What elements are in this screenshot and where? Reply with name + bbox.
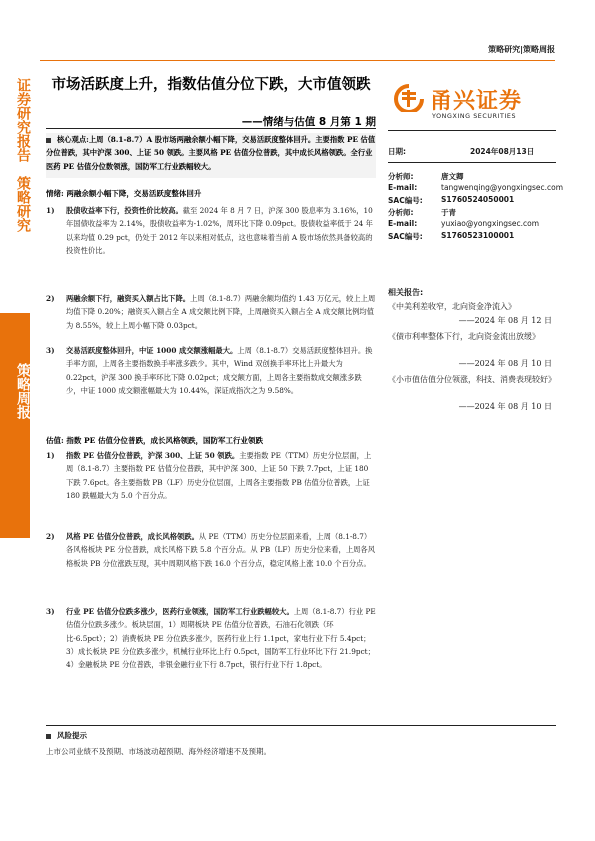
item-number: 3) <box>46 346 55 355</box>
valuation-section-title: 估值: 指数 PE 估值分位普跌，成长风格领跌，国防军工行业领跌 <box>46 436 263 445</box>
header-tag: 策略研究|策略周报 <box>488 45 555 54</box>
analyst-2-label: 分析师: <box>388 208 414 217</box>
date-divider <box>388 162 556 163</box>
analyst-1-sac-label: SAC编号: <box>388 196 423 205</box>
analyst-1-email-label: E-mail: <box>388 183 418 192</box>
item-body: 上周（8.1-8.7）交易活跃度整体回升。换手率方面，上周各主要指数换手率涨多跌少。其中，Wind 双创换手率环比上升最大为 0.22pct，沪深 300 换手率环比下降 0.02pct；成交额方面，上周各主要指数成交额涨多跌少，中证 1000 成交额涨幅最大为 10.44%，深证成指次之为 9.58%。 <box>66 346 373 395</box>
analyst-1-email[interactable]: tangwenqing@yongxingsec.com <box>441 183 564 192</box>
date-value: 2024年08月13日 <box>470 147 535 156</box>
item-heading: 交易活跃度整体回升，中证 1000 成交额涨幅最大。 <box>66 346 238 355</box>
item-number: 1) <box>46 206 55 215</box>
valuation-item-1 <box>46 449 376 517</box>
item-number: 2) <box>46 294 55 303</box>
sentiment-section-title: 情绪: 两融余额小幅下降，交易活跃度整体回升 <box>46 189 202 198</box>
sidebar-report-type-label: 证券研究报告 <box>15 78 31 162</box>
item-heading: 两融余额下行，融资买入额占比下降。 <box>66 294 191 303</box>
related-report-3-title[interactable]: 《小市值估值分位领涨，科技、消费表现较好》 <box>388 375 556 384</box>
related-report-2-date: ——2024 年 08 月 10 日 <box>458 359 552 368</box>
item-body: 截至 2024 年 8 月 7 日，沪深 300 股息率为 3.16%，10 年国债收益率为 2.14%，股债收益率为-1.02%，周环比下降 0.09pct。股债收益率低于 24 年以来均值 0.29 pct，仍处于 2012 年以来相对低点，这也意味着当前 A 股市场依然具备较高的投资性价比。 <box>66 206 373 255</box>
valuation-item-2 <box>46 530 376 592</box>
logo-english-name: YONGXING SECURITIES <box>432 113 517 120</box>
item-heading: 行业 PE 估值分位跌多涨少，医药行业领涨，国防军工行业跌幅较大。 <box>66 607 294 616</box>
sentiment-item-2 <box>46 292 376 340</box>
sidebar-top <box>0 68 30 313</box>
analyst-1-label: 分析师: <box>388 172 414 181</box>
analyst-1-sac: S1760524050001 <box>441 195 515 204</box>
sidebar-category-label: 策略研究 <box>15 176 31 232</box>
analyst-2-sac-label: SAC编号: <box>388 232 423 241</box>
bullet-square-icon <box>46 138 51 143</box>
risk-divider <box>46 725 556 726</box>
sidebar-weekly-label: 策略周报 <box>15 363 31 419</box>
related-report-1-date: ——2024 年 08 月 12 日 <box>458 316 552 325</box>
sentiment-item-3 <box>46 344 376 424</box>
analyst-2-email-label: E-mail: <box>388 219 418 228</box>
header-divider <box>40 60 555 61</box>
analyst-1-name: 唐文卿 <box>441 172 464 181</box>
report-title: 市场活跃度上升，指数估值分位下跌，大市值领跌 <box>51 77 371 93</box>
item-number: 2) <box>46 532 55 541</box>
item-heading: 股债收益率下行，投资性价比较高。 <box>66 206 183 215</box>
risk-title <box>46 730 87 741</box>
risk-text: 上市公司业绩不及预期、市场波动超预期、海外经济增速不及预期。 <box>46 747 271 756</box>
logo-icon <box>393 84 425 112</box>
logo-divider <box>388 130 556 131</box>
analyst-2-sac: S1760523100001 <box>441 231 515 240</box>
item-body: 上周（8.1-8.7）行业 PE 估值分位跌多涨少。板块层面，1）周期板块 PE 估值分位普跌，石油石化领跌（环比-6.5pct）；2）消费板块 PE 分位跌多涨少，医药行业上行 1.1pct，家电行业下行 5.4pct；3）成长板块 PE 分位跌多涨少，机械行业环比上行 0.5pct，国防军工行业环比下行 21.9pct；4）金融板块 PE 分位普跌，非银金融行业下行 8.7pct，银行行业下行 1.8pct。 <box>66 607 376 670</box>
analyst-2-email[interactable]: yuxiao@yongxingsec.com <box>441 219 540 228</box>
related-report-1-title[interactable]: 《中美利差收窄，北向资金净流入》 <box>388 302 516 311</box>
bullet-square-icon <box>46 734 51 739</box>
risk-title-text: 风险提示 <box>57 731 87 740</box>
logo-wordmark: 甬兴证券 <box>430 89 523 114</box>
item-body: 从 PE（TTM）历史分位层面来看，上周（8.1-8.7）各风格板块 PE 分位普跌，成长风格下跌 5.8 个百分点。从 PB（LF）历史分位来看，上周各风格板块 PB 分位涨跌互现，其中周期风格下跌 16.0 个百分点，稳定风格上涨 10.0 个百分点。 <box>66 532 376 568</box>
sidebar-bottom <box>0 313 30 538</box>
core-view <box>46 133 376 173</box>
analyst-2-name: 于青 <box>441 208 456 217</box>
sentiment-item-1 <box>46 204 376 278</box>
item-heading: 指数 PE 估值分位普跌，沪深 300、上证 50 领跌。 <box>66 451 240 460</box>
related-report-2-title[interactable]: 《债市利率整体下行，北向资金流出放缓》 <box>388 332 540 341</box>
report-subtitle: ——情绪与估值 8 月第 1 期 <box>241 116 376 128</box>
item-body: 主要指数 PE（TTM）历史分位层面，上周（8.1-8.7）主要指数 PE 估值分位普跌，其中沪深 300、上证 50 下跌 7.7pct，上证 180 下跌 7.6pct。各主要指数 PB（LF）历史分位层面，上周各主要指数 PB 估值分位普跌，上证 180 跌幅最大为 5.0 个百分点。 <box>66 451 372 500</box>
item-heading: 风格 PE 估值分位普跌，成长风格领跌。 <box>66 532 199 541</box>
core-view-text: 上周（8.1-8.7）A 股市场两融余额小幅下降，交易活跃度整体回升。主要指数 PE 估值分位普跌，其中沪深 300、上证 50 领跌。主要风格 PE 估值分位普跌，其中成长风格领跌。全行业医药 PE 估值分位数领涨，国防军工行业跌幅较大。 <box>46 135 376 171</box>
related-report-3-date: ——2024 年 08 月 10 日 <box>458 402 552 411</box>
date-label: 日期: <box>388 147 406 156</box>
related-reports-title: 相关报告: <box>388 288 424 297</box>
item-number: 3) <box>46 607 55 616</box>
item-number: 1) <box>46 451 55 460</box>
item-body: 上周（8.1-8.7）两融余额均值约 1.43 万亿元，较上上周均值下降 0.20%；融资买入额占全 A 成交额比例下降，上周融资买入额占全 A 成交额比例均值为 8.55%，较上上周小幅下降 0.03pct。 <box>66 294 376 330</box>
core-view-label: 核心观点: <box>57 135 89 144</box>
valuation-item-3 <box>46 605 376 715</box>
title-divider <box>46 128 376 129</box>
